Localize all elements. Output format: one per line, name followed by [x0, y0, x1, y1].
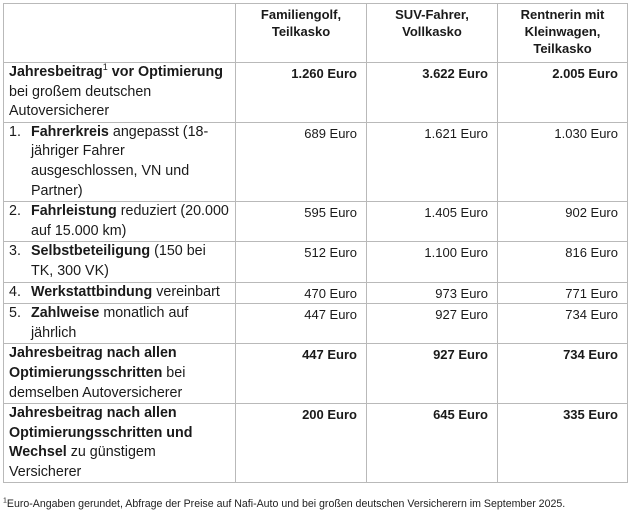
step-number: 1. [9, 123, 21, 140]
row-label-step-2 [4, 202, 236, 242]
table-body [4, 63, 628, 483]
row-label-before-optimization [4, 63, 236, 123]
value-rentnerin: 816 Euro [498, 242, 628, 282]
value-familiengolf: 200 Euro [236, 404, 367, 483]
header-familiengolf: Familiengolf, Teilkasko [236, 4, 367, 63]
value-familiengolf: 447 Euro [236, 344, 367, 404]
value-familiengolf: 1.260 Euro [236, 63, 367, 123]
value-rentnerin: 1.030 Euro [498, 122, 628, 201]
table-header [4, 4, 628, 63]
row-label-bold: Fahrerkreis [31, 123, 109, 140]
value-rentnerin: 771 Euro [498, 282, 628, 304]
footnote-text: Euro-Angaben gerundet, Abfrage der Preise auf Nafi-Auto und bei großen deutschen Versicherern im September 2025. [6, 498, 566, 510]
value-familiengolf: 595 Euro [236, 202, 367, 242]
row-label-bold: Werkstattbindung [31, 283, 153, 300]
step-number: 3. [9, 243, 21, 260]
insurance-comparison-table [3, 3, 628, 483]
row-label-step-1 [4, 122, 236, 201]
value-rentnerin: 734 Euro [498, 304, 628, 344]
row-label-text: bei großem deutschen Autoversicherer [9, 83, 152, 120]
row-label-step-3 [4, 242, 236, 282]
value-rentnerin: 2.005 Euro [498, 63, 628, 123]
footnote-marker: 1 [102, 62, 108, 73]
row-label-text: bei demselben Autoversicherer [9, 364, 186, 401]
value-familiengolf: 512 Euro [236, 242, 367, 282]
header-empty-cell [4, 4, 236, 63]
value-rentnerin: 335 Euro [498, 404, 628, 483]
row-label-text: angepasst (18-jähriger Fahrer ausgeschlossen, VN und Partner) [31, 123, 209, 199]
table-row [4, 344, 628, 404]
table-row [4, 202, 628, 242]
row-label-bold: Selbstbeteiligung [31, 243, 151, 260]
row-label-after-switch [4, 404, 236, 483]
step-number: 4. [9, 283, 21, 300]
header-rentnerin: Rentnerin mit Kleinwagen, Teilkasko [498, 4, 628, 63]
value-suv: 3.622 Euro [367, 63, 498, 123]
table-row [4, 63, 628, 123]
row-label-bold: Jahresbeitrag [9, 64, 103, 80]
footnote [3, 497, 630, 511]
value-familiengolf: 470 Euro [236, 282, 367, 304]
row-label-step-5 [4, 304, 236, 344]
row-label-bold-cont: vor Optimierung [107, 64, 223, 80]
row-label-bold: Jahresbeitrag nach allen Optimierungsschritten und Wechsel [9, 405, 193, 461]
value-suv: 645 Euro [367, 404, 498, 483]
value-familiengolf: 689 Euro [236, 122, 367, 201]
row-label-text: reduziert (20.000 auf 15.000 km) [31, 203, 229, 239]
value-suv: 1.621 Euro [367, 122, 498, 201]
value-suv: 973 Euro [367, 282, 498, 304]
table-row [4, 242, 628, 282]
row-label-bold: Fahrleistung [31, 203, 117, 220]
step-number: 2. [9, 203, 21, 220]
row-label-bold: Zahlweise [31, 305, 100, 322]
row-label-text: vereinbart [152, 283, 220, 300]
step-number: 5. [9, 305, 21, 322]
value-suv: 927 Euro [367, 344, 498, 404]
footnote-marker: 1 [3, 497, 7, 505]
row-label-step-4 [4, 282, 236, 304]
row-label-after-optimization [4, 344, 236, 404]
value-rentnerin: 734 Euro [498, 344, 628, 404]
table-row [4, 404, 628, 483]
value-rentnerin: 902 Euro [498, 202, 628, 242]
value-suv: 1.100 Euro [367, 242, 498, 282]
row-label-bold: Jahresbeitrag nach allen Optimierungsschritten [9, 345, 177, 381]
header-row [4, 4, 628, 63]
table-row [4, 122, 628, 201]
row-label-text: zu günstigem Versicherer [9, 444, 156, 480]
table-row [4, 304, 628, 344]
row-label-text: monatlich auf jährlich [31, 305, 189, 341]
value-suv: 1.405 Euro [367, 202, 498, 242]
value-suv: 927 Euro [367, 304, 498, 344]
table-row [4, 282, 628, 304]
row-label-text: (150 bei TK, 300 VK) [31, 243, 206, 279]
value-familiengolf: 447 Euro [236, 304, 367, 344]
header-suv-fahrer: SUV-Fahrer, Vollkasko [367, 4, 498, 63]
